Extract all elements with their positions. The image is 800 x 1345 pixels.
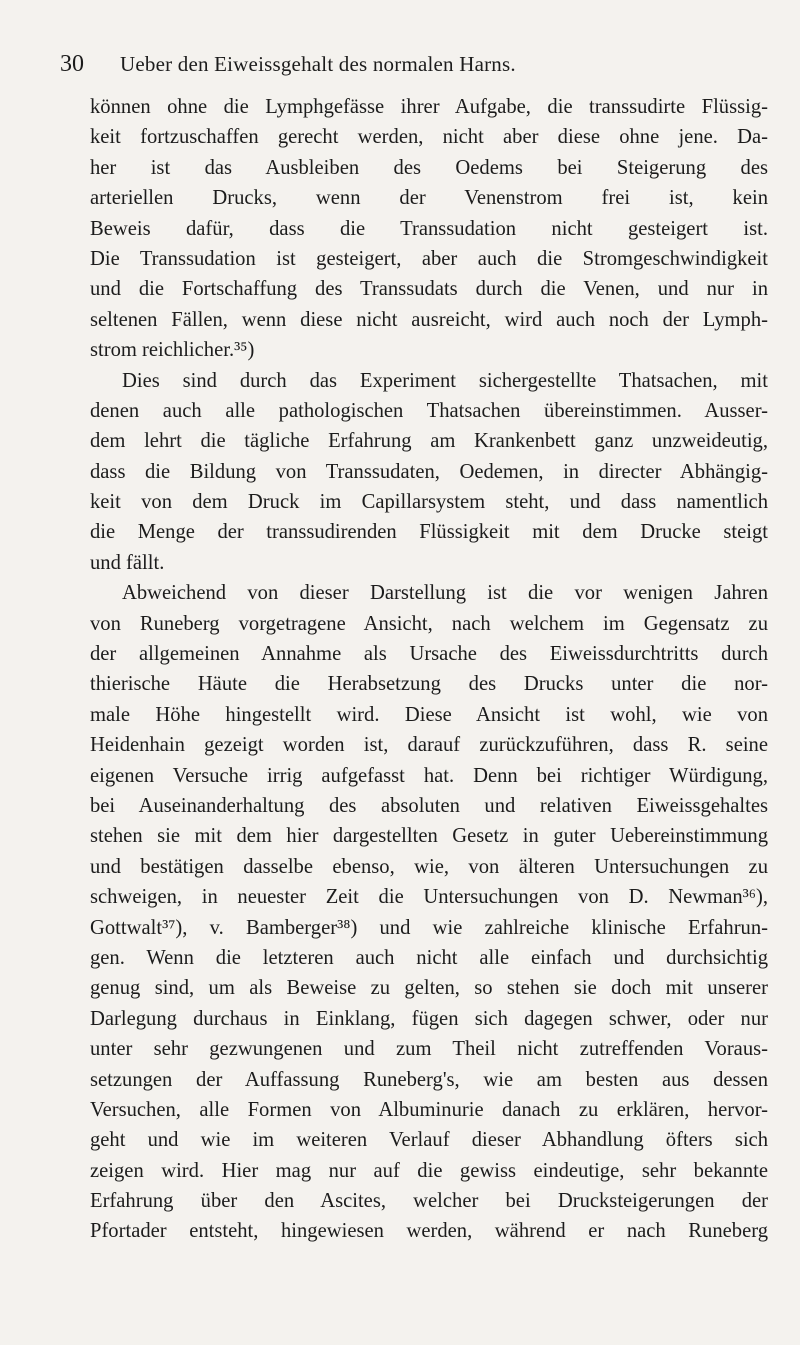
text-line: und bestätigen dasselbe ebenso, wie, von älteren Untersuchungen zu [90,855,768,878]
text-line: bei Auseinanderhaltung des absoluten und relativen Eiweissgehaltes [90,794,768,817]
text-line: unter sehr gezwungenen und zum Theil nicht zutreffenden Voraus- [90,1038,768,1061]
text-line: die Menge der transsudirenden Flüssigkeit mit dem Drucke steigt [90,521,768,544]
text-line: Die Transsudation ist gesteigert, aber auch die Stromgeschwindigkeit [90,247,768,270]
text-line: schweigen, in neuester Zeit die Untersuchungen von D. Newman³⁶), [90,886,768,909]
text-line: Versuchen, alle Formen von Albuminurie danach zu erklären, hervor- [90,1098,768,1121]
text-line: male Höhe hingestellt wird. Diese Ansicht ist wohl, wie von [90,703,768,726]
text-line: Gottwalt³⁷), v. Bamberger³⁸) und wie zahlreiche klinische Erfahrun- [90,916,768,939]
text-line: setzungen der Auffassung Runeberg's, wie am besten aus dessen [90,1068,768,1091]
running-head [60,47,760,81]
text-line: genug sind, um als Beweise zu gelten, so stehen sie doch mit unserer [90,977,768,1000]
text-line: stehen sie mit dem hier dargestellten Gesetz in guter Uebereinstimmung [90,825,768,848]
text-line: dass die Bildung von Transsudaten, Oedemen, in directer Abhängig- [90,460,768,483]
text-line: her ist das Ausbleiben des Oedems bei Steigerung des [90,156,768,179]
text-line: und die Fortschaffung des Transsudats durch die Venen, und nur in [90,278,768,301]
text-line: eigenen Versuche irrig aufgefasst hat. Denn bei richtiger Würdigung, [90,764,768,787]
text-line: Dies sind durch das Experiment sichergestellte Thatsachen, mit [122,369,768,392]
text-line: Darlegung durchaus in Einklang, fügen sich dagegen schwer, oder nur [90,1007,768,1030]
text-line: denen auch alle pathologischen Thatsachen übereinstimmen. Ausser- [90,399,768,422]
text-line: gen. Wenn die letzteren auch nicht alle einfach und durchsichtig [90,946,768,969]
text-line: Beweis dafür, dass die Transsudation nicht gesteigert ist. [90,217,768,240]
text-line: Heidenhain gezeigt worden ist, darauf zurückzuführen, dass R. seine [90,734,768,757]
text-line: geht und wie im weiteren Verlauf dieser Abhandlung öfters sich [90,1129,768,1152]
text-line: können ohne die Lymphgefässe ihrer Aufgabe, die transsudirte Flüssig- [90,96,768,118]
text-line: und fällt. [90,551,165,574]
text-line: der allgemeinen Annahme als Ursache des Eiweissdurchtritts durch [90,643,768,666]
text-line: seltenen Fällen, wenn diese nicht ausreicht, wird auch noch der Lymph- [90,308,768,331]
header-title: Ueber den Eiweissgehalt des normalen Harns. [120,52,516,76]
text-line: zeigen wird. Hier mag nur auf die gewiss eindeutige, sehr bekannte [90,1159,768,1182]
text-line: Pfortader entsteht, hingewiesen werden, während er nach Runeberg [90,1220,768,1243]
text-line: arteriellen Drucks, wenn der Venenstrom frei ist, kein [90,187,768,210]
text-line: thierische Häute die Herabsetzung des Drucks unter die nor- [90,673,768,696]
text-line: strom reichlicher.³⁵) [90,339,255,362]
page-number: 30 [60,51,84,77]
text-line: keit von dem Druck im Capillarsystem steht, und dass namentlich [90,491,768,514]
text-line: dem lehrt die tägliche Erfahrung am Krankenbett ganz unzweideutig, [90,430,768,453]
body-text [90,92,768,1247]
text-line: keit fortzuschaffen gerecht werden, nicht aber diese ohne jene. Da- [90,126,768,149]
text-line: von Runeberg vorgetragene Ansicht, nach welchem im Gegensatz zu [90,612,768,635]
text-line: Erfahrung über den Ascites, welcher bei Drucksteigerungen der [90,1190,768,1213]
text-line: Abweichend von dieser Darstellung ist die vor wenigen Jahren [122,582,768,605]
